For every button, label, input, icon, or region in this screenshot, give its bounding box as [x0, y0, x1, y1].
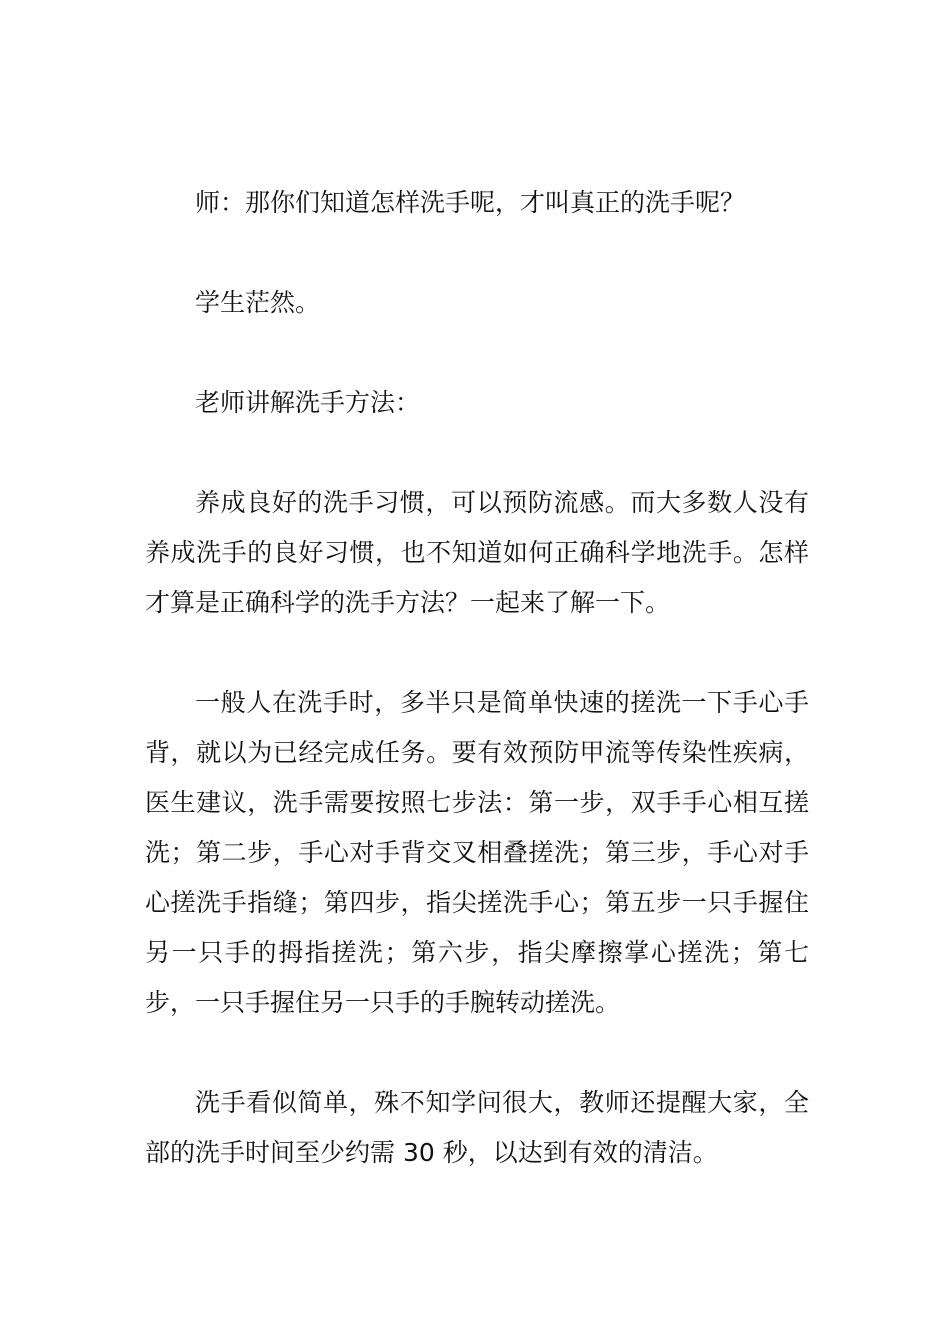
document-body — [145, 178, 809, 1178]
paragraph-seven-steps: 一般人在洗手时，多半只是简单快速的搓洗一下手心手背，就以为已经完成任务。要有效预防甲流等传染性疾病，医生建议，洗手需要按照七步法：第一步，双手手心相互搓洗；第二步，手心对手背交叉相叠搓洗；第三步，手心对手心搓洗手指缝；第四步，指尖搓洗手心；第五步一只手握住另一只手的拇指搓洗；第六步，指尖摩擦掌心搓洗；第七步，一只手握住另一只手的手腕转动搓洗。 — [145, 688, 809, 1017]
paragraph-habit: 养成良好的洗手习惯，可以预防流感。而大多数人没有养成洗手的良好习惯，也不知道如何正确科学地洗手。怎样才算是正确科学的洗手方法？一起来了解一下。 — [145, 488, 809, 617]
paragraph-duration: 洗手看似简单，殊不知学问很大，教师还提醒大家，全部的洗手时间至少约需 30 秒，以达到有效的清洁。 — [145, 1088, 809, 1167]
paragraph-method-intro: 老师讲解洗手方法： — [195, 388, 421, 417]
paragraph-teacher-question: 师：那你们知道怎样洗手呢，才叫真正的洗手呢？ — [195, 188, 746, 217]
paragraph-student-reaction: 学生茫然。 — [195, 288, 321, 317]
